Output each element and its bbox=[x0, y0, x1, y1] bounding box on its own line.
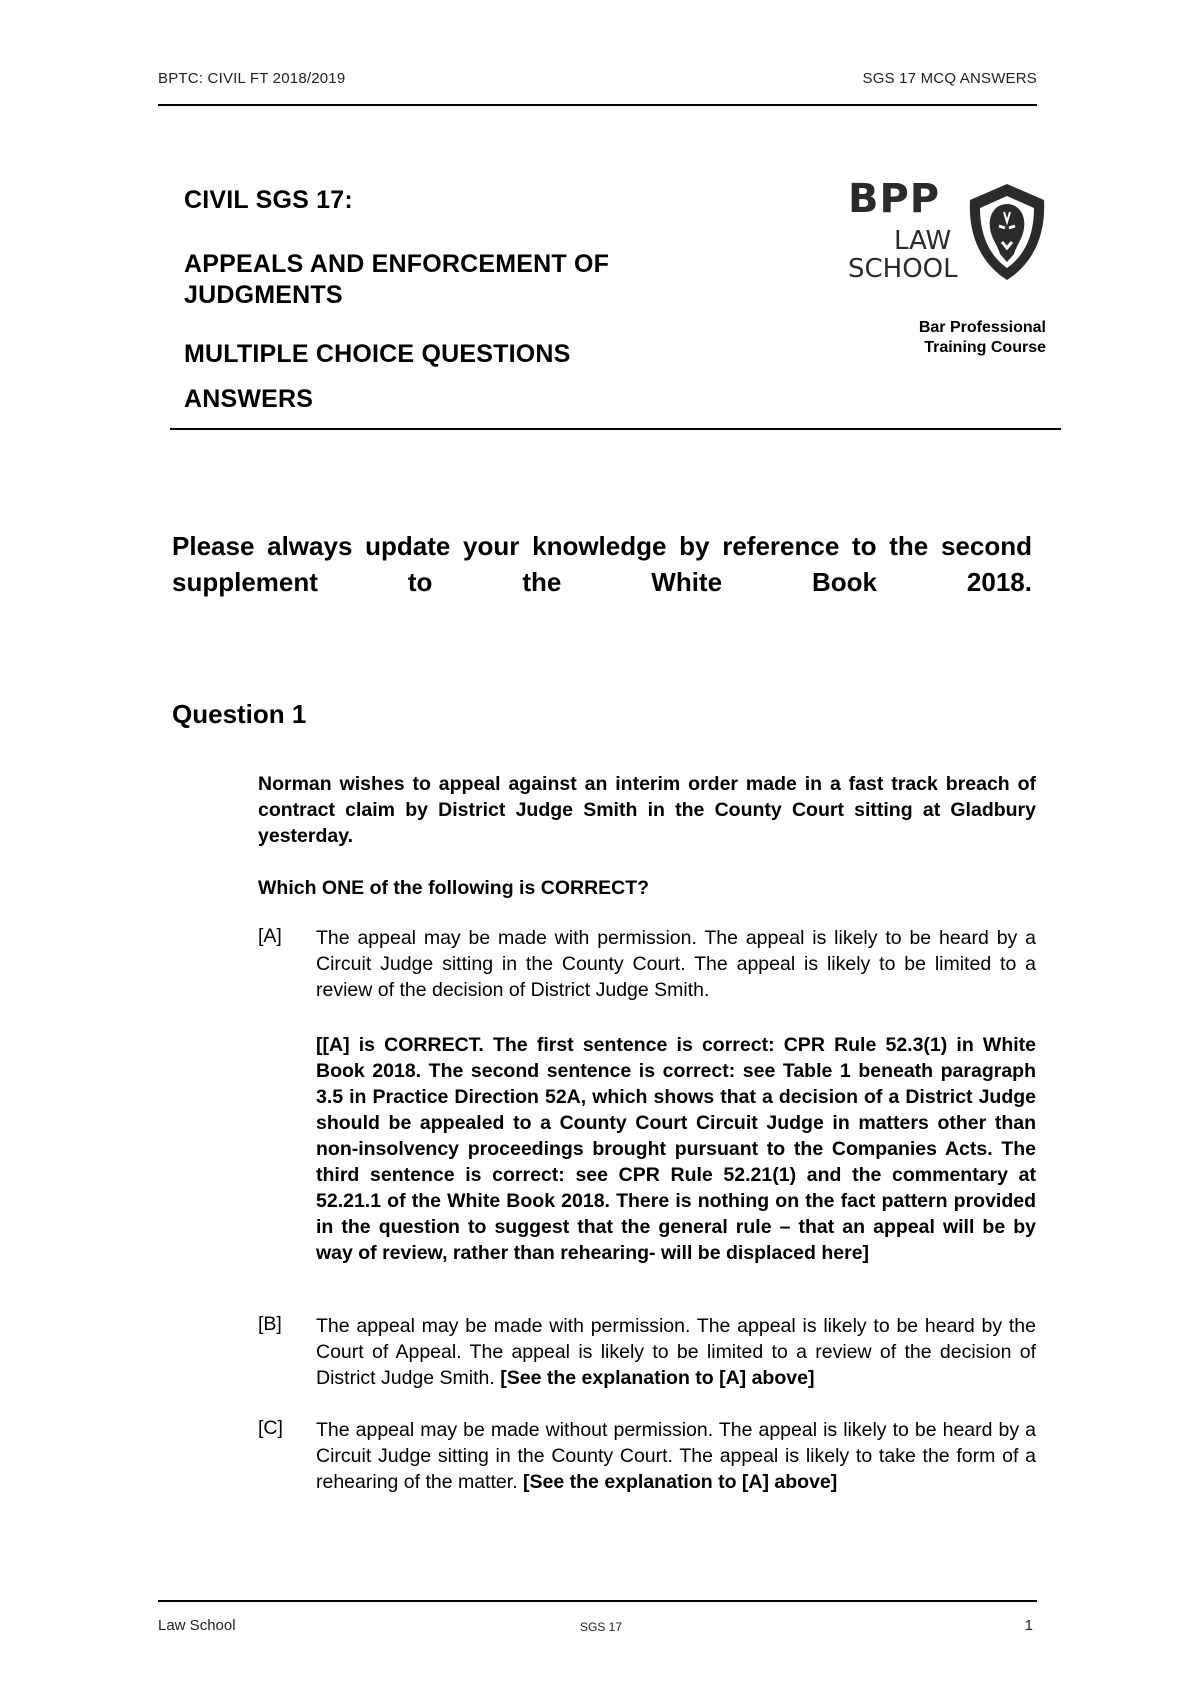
title-topic-line1: APPEALS AND ENFORCEMENT OF bbox=[184, 250, 610, 278]
option-a-text: The appeal may be made with permission. The appeal is likely to be heard by a Circuit Judge sitting in the County Court. The appeal is likely to be limited to a review of the decision of District Judge Smith. bbox=[316, 927, 1036, 1001]
header-right: SGS 17 MCQ ANSWERS bbox=[862, 70, 1037, 87]
logo-bpp-text: BPP bbox=[848, 176, 941, 222]
course-line1: Bar Professional bbox=[918, 319, 1046, 336]
option-b-body bbox=[316, 1313, 1036, 1391]
option-c-text: The appeal may be made without permission. The appeal is likely to be heard by a Circuit Judge sitting in the County Court. The appeal is likely to take the form of a rehearing of the matter. bbox=[316, 1419, 1036, 1493]
update-notice: Please always update your knowledge by reference to the second supplement to the White Book 2018. bbox=[172, 531, 1032, 597]
title-answers: ANSWERS bbox=[184, 385, 314, 413]
footer-page-number: 1 bbox=[1024, 1617, 1033, 1634]
title-course-code: CIVIL SGS 17: bbox=[184, 186, 353, 214]
lion-shield-icon bbox=[966, 182, 1048, 282]
header-rule bbox=[158, 104, 1037, 106]
option-a-label: [A] bbox=[258, 925, 282, 947]
logo-law-text: LAW bbox=[894, 226, 952, 256]
header-left: BPTC: CIVIL FT 2018/2019 bbox=[158, 70, 346, 87]
option-a-explanation: [[A] is CORRECT. The first sentence is correct: CPR Rule 52.3(1) in White Book 2018. The second sentence is correct: see Table 1 beneath paragraph 3.5 in Practice Direction 52A, which shows that a decision of a District Judge should be appealed to a County Court Circuit Judge in matters other than non-insolvency proceedings brought pursuant to the Companies Acts. The third sentence is correct: see CPR Rule 52.21(1) and the commentary at 52.21.1 of the White Book 2018. There is nothing on the fact pattern provided in the question to suggest that the general rule – that an appeal will be by way of review, rather than rehearing- will be displaced here] bbox=[316, 1034, 1036, 1264]
footer-rule bbox=[158, 1600, 1037, 1602]
question-stem: Norman wishes to appeal against an interim order made in a fast track breach of contract claim by District Judge Smith in the County Court sitting at Gladbury yesterday. bbox=[258, 773, 1036, 847]
bpp-logo bbox=[848, 176, 1088, 290]
title-rule bbox=[170, 428, 1061, 430]
option-b-text: The appeal may be made with permission. The appeal is likely to be heard by the Court of Appeal. The appeal is likely to be limited to a review of the decision of District Judge Smith. bbox=[316, 1315, 1036, 1389]
course-line2: Training Course bbox=[924, 339, 1046, 356]
footer-left: Law School bbox=[158, 1617, 236, 1634]
title-mcq: MULTIPLE CHOICE QUESTIONS bbox=[184, 340, 571, 368]
logo-school-text: SCHOOL bbox=[848, 254, 958, 284]
course-subtitle bbox=[919, 318, 1046, 358]
option-b-label: [B] bbox=[258, 1313, 282, 1335]
footer-center: SGS 17 bbox=[580, 1620, 623, 1634]
option-c-label: [C] bbox=[258, 1417, 283, 1439]
title-topic-line2: JUDGMENTS bbox=[184, 281, 343, 309]
question-heading: Question 1 bbox=[172, 699, 307, 729]
option-c-body bbox=[316, 1417, 1036, 1495]
option-c-explanation: [See the explanation to [A] above] bbox=[523, 1471, 838, 1493]
option-b-explanation: [See the explanation to [A] above] bbox=[500, 1367, 815, 1389]
question-prompt: Which ONE of the following is CORRECT? bbox=[258, 877, 650, 899]
